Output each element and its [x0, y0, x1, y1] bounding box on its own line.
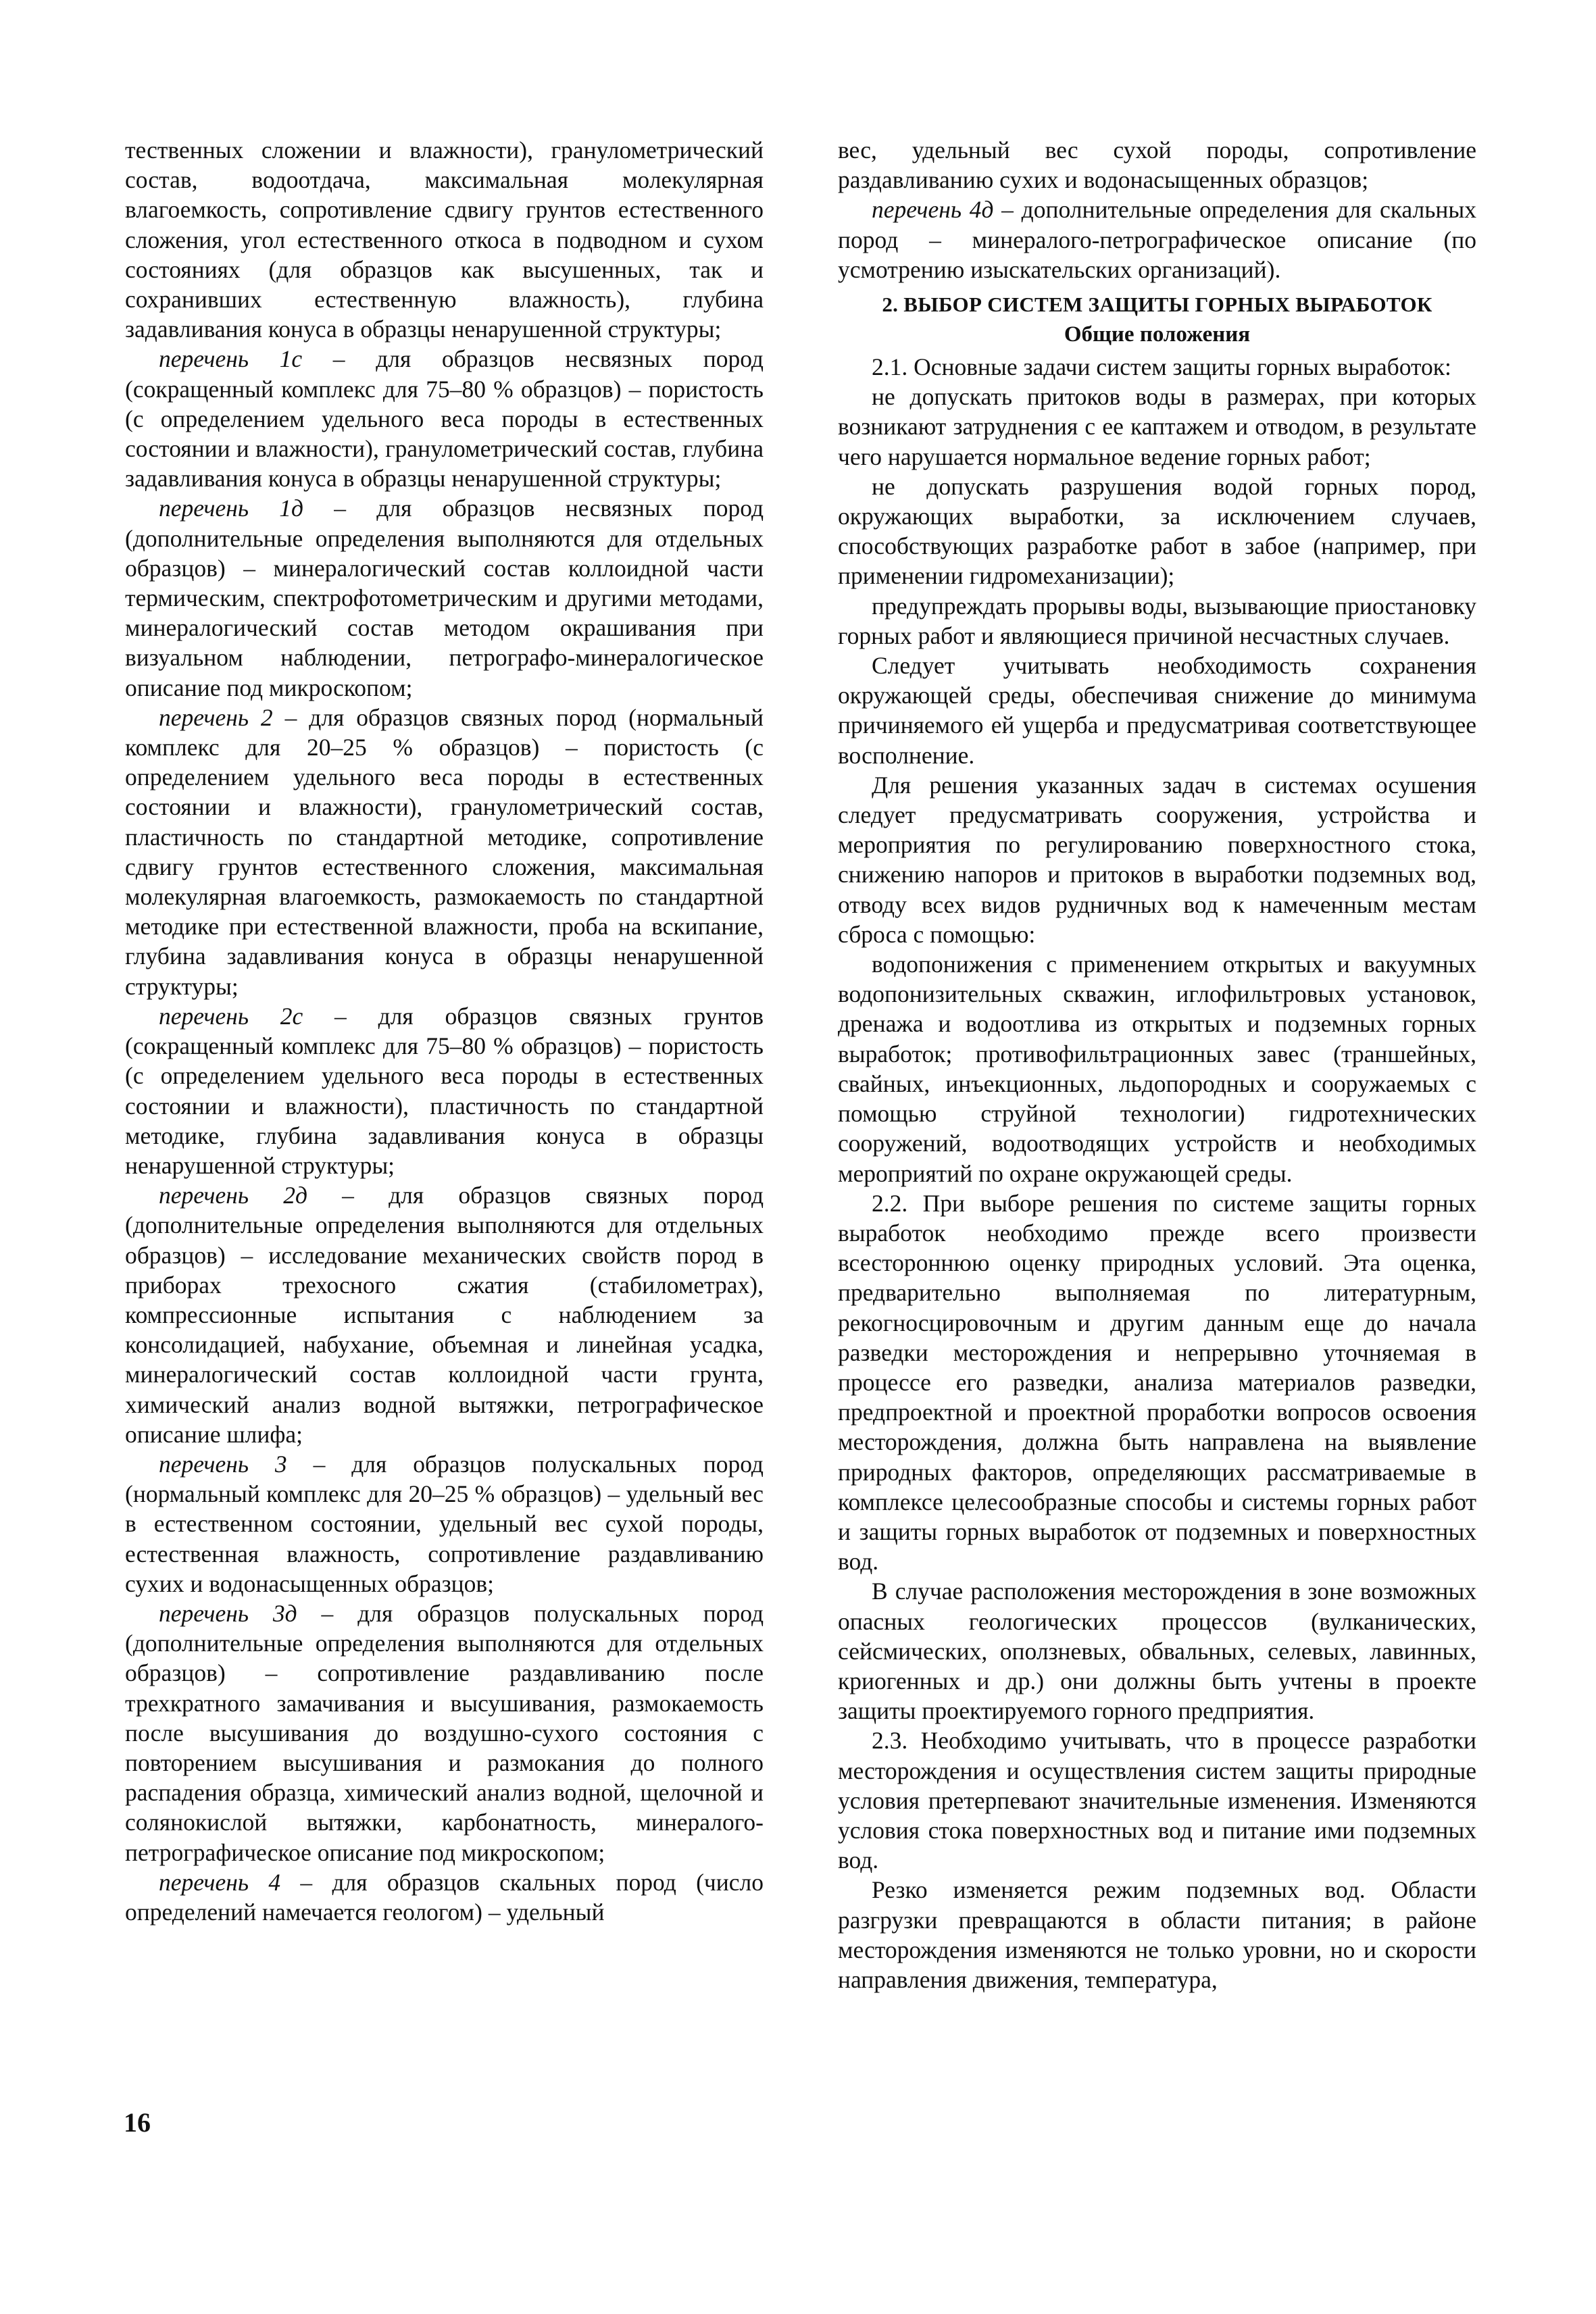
paragraph: В случае расположения месторождения в зоне возможных опасных геологических процессов (вулканических, сейсмических, оползневых, обвальных, селевых, лавинных, криогенных и др.) они должны быть учтены в проекте защиты проектируемого горного предприятия. — [838, 1578, 1476, 1725]
list-label: перечень 2с — [159, 1002, 303, 1030]
paragraph-text: – для образцов несвязных пород (дополнительные определения выполняются для отдельных образцов) – минералогический состав коллоидной части термическим, спектрофотометрическим и другими методами, минералогический состав методом окрашивания при визуальном наблюдении, петрографо-минералогическое описание под микроскопом; — [125, 495, 764, 701]
section-heading: 2. ВЫБОР СИСТЕМ ЗАЩИТЫ ГОРНЫХ ВЫРАБОТОК — [882, 293, 1432, 317]
paragraph: тественных сложении и влажности), гранулометрический состав, водоотдача, максимальная молекулярная влагоемкость, сопротивление сдвигу грунтов естественного сложения, угол естественного откоса в подводном и сухом состояниях (для образцов как высушенных, так и сохранивших естественную влажность), глубина задавливания конуса в образцы ненарушенной структуры; — [125, 136, 764, 343]
paragraph-text: – дополнительные определения для скальных пород – минералого-петрографическое описание (по усмотрению изыскательских организаций). — [838, 196, 1476, 283]
list-label: перечень 4 — [159, 1868, 281, 1896]
paragraph-text: – для образцов связных пород (дополнительные определения выполняются для отдельных образцов) – исследование механических свойств пород в приборах трехосного сжатия (стабилометрах), компрессионные испытания с наблюдением за консолидацией, набухание, объемная и линейная усадка, минералогический состав коллоидной части грунта, химический анализ водной вытяжки, петрографическое описание шлифа; — [125, 1182, 764, 1448]
paragraph-text: – для образцов несвязных пород (сокращенный комплекс для 75–80 % образцов) – пористость (с определением удельного веса породы в естественных состоянии и влажности), гранулометрический состав, глубина задавливания конуса в образцы ненарушенной структуры; — [125, 345, 764, 493]
paragraph: предупреждать прорывы воды, вызывающие приостановку горных работ и являющиеся причиной несчастных случаев. — [838, 592, 1476, 649]
paragraph: Резко изменяется режим подземных вод. Области разгрузки превращаются в области питания; в районе месторождения изменяются не только уровни, но и скорости направления движения, температура, — [838, 1876, 1476, 1993]
paragraph — [125, 344, 764, 493]
page-number: 16 — [124, 2107, 151, 2138]
right-column — [838, 135, 1476, 1994]
paragraph-text: – для образцов полускальных пород (дополнительные определения выполняются для отдельных образцов) – сопротивление раздавливанию после трехкратного замачивания и высушивания, размокаемость после высушивания до воздушно-сухого состояния с повторением высушивания и размокания до полного распадения образца, химический анализ водной, щелочной и солянокислой вытяжки, карбонатность, минералого-петрографическое описание под микроскопом; — [125, 1599, 764, 1866]
paragraph — [125, 703, 764, 1001]
paragraph — [125, 1180, 764, 1449]
list-label: перечень 3д — [159, 1599, 297, 1627]
list-label: перечень 1д — [159, 495, 303, 522]
paragraph: 2.1. Основные задачи систем защиты горных выработок: — [872, 353, 1451, 381]
paragraph-text: – для образцов связных грунтов (сокращенный комплекс для 75–80 % образцов) – пористость (с определением удельного веса породы в естественных состоянии и влажности), пластичность по стандартной методике, глубина задавливания конуса в образцы ненарушенной структуры; — [125, 1002, 764, 1179]
left-column — [125, 135, 764, 1927]
paragraph: Для решения указанных задач в системах осушения следует предусматривать сооружения, устройства и мероприятия по регулированию поверхностного стока, снижению напоров и притоков в выработки подземных вод, отводу всех видов рудничных вод к намеченным местам сброса с помощью: — [838, 771, 1476, 948]
list-label: перечень 3 — [159, 1450, 287, 1478]
paragraph: водопонижения с применением открытых и вакуумных водопонизительных скважин, иглофильтровых установок, дренажа и водоотлива из открытых и подземных горных выработок; противофильтрационных завес (траншейных, свайных, инъекционных, льдопородных и сооружаемых с помощью струйной технологии) гидротехнических сооружений, водоотводящих устройств и необходимых мероприятий по охране окружающей среды. — [838, 951, 1476, 1187]
list-label: перечень 4д — [872, 196, 994, 224]
list-label: перечень 2 — [159, 703, 273, 731]
paragraph — [838, 195, 1476, 284]
paragraph — [125, 493, 764, 702]
subheading: Общие положения — [1064, 322, 1251, 347]
paragraph — [125, 1599, 764, 1867]
paragraph — [125, 1001, 764, 1180]
paragraph-text: – для образцов полускальных пород (нормальный комплекс для 20–25 % образцов) – удельный вес в естественном состоянии, удельный вес сухой породы, естественная влажность, сопротивление раздавливанию сухих и водонасыщенных образцов; — [125, 1450, 764, 1597]
paragraph-text: – для образцов скальных пород (число определений намечается геологом) – удельный — [125, 1868, 764, 1926]
list-label: перечень 2д — [159, 1182, 307, 1209]
paragraph — [125, 1867, 764, 1927]
paragraph: не допускать разрушения водой горных пород, окружающих выработки, за исключением случаев, способствующих разработке работ в забое (например, при применении гидромеханизации); — [838, 472, 1476, 590]
paragraph: вес, удельный вес сухой породы, сопротивление раздавливанию сухих и водонасыщенных образцов; — [838, 136, 1476, 194]
paragraph: 2.3. Необходимо учитывать, что в процессе разработки месторождения и осуществления систем защиты природные условия претерпевают значительные изменения. Изменяются условия стока поверхностных вод и питание ими подземных вод. — [838, 1727, 1476, 1874]
paragraph — [125, 1449, 764, 1599]
paragraph-text: – для образцов связных пород (нормальный комплекс для 20–25 % образцов) – пористость (с определением удельного веса породы в естественных состоянии и влажности), гранулометрический состав, пластичность по стандартной методике, сопротивление сдвигу грунтов естественного сложения, максимальная молекулярная влагоемкость, размокаемость по стандартной методике при естественной влажности, проба на вскипание, глубина задавливания конуса в образцы ненарушенной структуры; — [125, 703, 764, 1000]
paragraph: не допускать притоков воды в размерах, при которых возникают затруднения с ее каптажем и отводом, в результате чего нарушается нормальное ведение горных работ; — [838, 383, 1476, 470]
paragraph: 2.2. При выборе решения по системе защиты горных выработок необходимо прежде всего произвести всестороннюю оценку природных условий. Эта оценка, предварительно выполняемая по литературным, рекогносцировочным и другим данным еще до начала разведки месторождения и непрерывно уточняемая в процессе его разведки, анализа материалов разведки, предпроектной и проектной проработки вопросов освоения месторождения, должна быть направлена на выявление природных факторов, определяющих рассматриваемые в комплексе целесообразные способы и системы горных работ и защиты горных выработок от подземных и поверхностных вод. — [838, 1189, 1476, 1576]
paragraph: Следует учитывать необходимость сохранения окружающей среды, обеспечивая снижение до минимума причиняемого ей ущерба и предусматривая соответствующее восполнение. — [838, 652, 1476, 769]
list-label: перечень 1с — [159, 345, 303, 373]
